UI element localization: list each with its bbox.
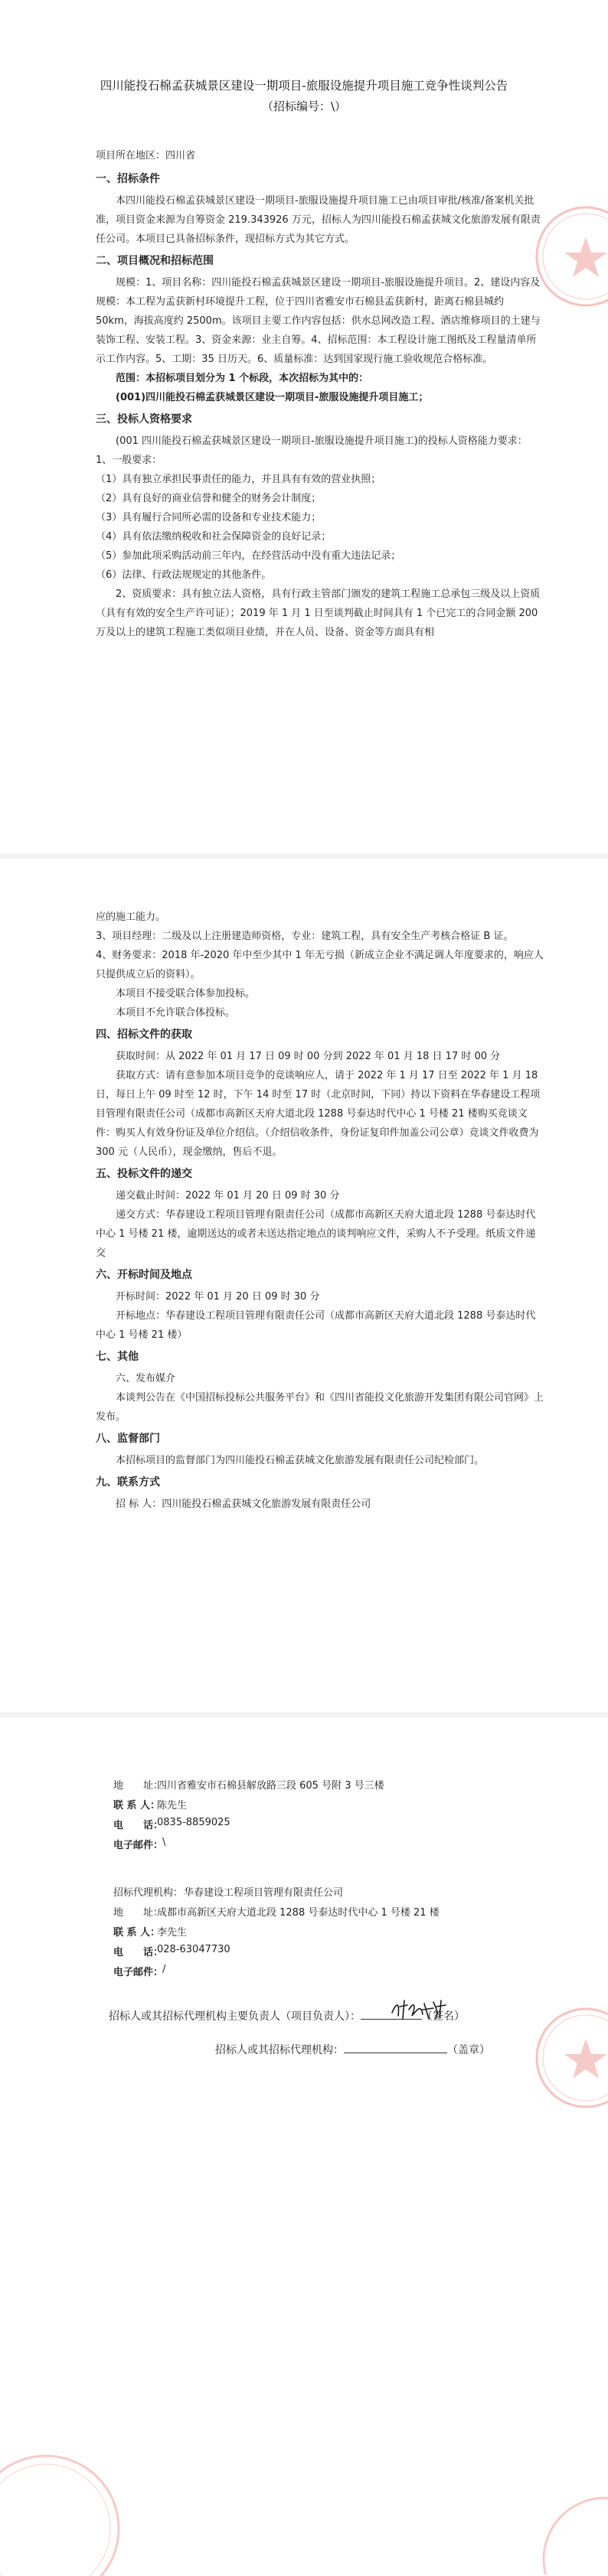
document-page-3 bbox=[0, 1717, 608, 2576]
section-heading-8: 八、监督部门 bbox=[96, 1433, 160, 1445]
section-3-qualification: 2、资质要求：具有独立法人资格，具有行政主管部门颁发的建筑工程施工总承包三级及以上资质（具有有效的安全生产许可证）；2019 年 1 月 1 日至谈判截止时间具有 1 个已完工的合同金额 200 万及以上的建筑工程施工类似项目业绩，并在人员、设备、资金等方面具有相 bbox=[96, 589, 541, 638]
section-2-scope: 范围：本招标项目划分为 1 个标段，本次招标为其中的： bbox=[116, 373, 369, 384]
agency-name-label: 招标代理机构： bbox=[113, 1887, 184, 1899]
agency-address-label: 地 址： bbox=[113, 1907, 164, 1919]
section-heading-2: 二、项目概况和招标范围 bbox=[96, 255, 214, 267]
section-3-item: （3）具有履行合同所必需的设备和专业技术能力； bbox=[96, 512, 322, 523]
section-4-time: 获取时间：从 2022 年 01 月 17 日 09 时 00 分到 2022 年 01 月 18 日 17 时 00 分 bbox=[116, 1051, 501, 1062]
section-heading-7: 七、其他 bbox=[96, 1351, 139, 1363]
signature-field bbox=[361, 2008, 422, 2020]
tenderer-phone-label: 电 话： bbox=[113, 1820, 164, 1831]
signature-label: 招标人或其招标代理机构主要负责人（项目负责人）： bbox=[109, 2010, 361, 2023]
agency-name: 华春建设工程项目管理有限责任公司 bbox=[184, 1887, 344, 1899]
agency-email: / bbox=[162, 1964, 166, 1975]
signature-suffix: （签名） bbox=[422, 2010, 465, 2023]
section-4-method: 获取方式：请有意参加本项目竞争的竞谈响应人，请于 2022 年 1 月 17 日至 2022 年 1 月 18 日，每日上午 09 时至 12 时，下午 14 时至 17 时（北京时间，下同）持以下资料在华春建设工程项目管理有限责任公司（成都市高新区天府大道北段 1288 号泰达时代中心 1 号楼 21 楼购买竞谈文件：购买人有效身份证及单位介绍信。（介绍信收条件，身份证复印件加盖公司公章）竞谈文件收费为 300 元（人民币），现金缴纳，售后不退。 bbox=[96, 1070, 541, 1158]
red-seal-stamp-icon bbox=[0, 2398, 168, 2576]
section-9-tenderer: 招 标 人：四川能投石棉孟获城文化旅游发展有限责任公司 bbox=[116, 1498, 371, 1510]
document-title: 四川能投石棉孟获城景区建设一期项目-旅服设施提升项目施工竞争性谈判公告 bbox=[100, 79, 508, 93]
tenderer-email: \ bbox=[162, 1837, 166, 1848]
section-1-text: 本四川能投石棉孟获城景区建设一期项目-旅服设施提升项目施工已由项目审批/核准/备案机关批准，项目资金来源为自筹资金 219.343926 万元，招标人为四川能投石棉孟获城文化旅游发展有限责任公司。本项目已具备招标条件，现招标方式为其它方式。 bbox=[96, 195, 541, 245]
tenderer-address: 四川省雅安市石棉县解放路三段 605 号附 3 号三楼 bbox=[157, 1780, 384, 1792]
red-seal-stamp-icon bbox=[528, 2000, 608, 2115]
section-3-item: （5）参加此项采购活动前三年内，在经营活动中没有重大违法记录； bbox=[96, 550, 401, 562]
section-heading-6: 六、开标时间及地点 bbox=[96, 1269, 192, 1281]
agency-contact-person: 李先生 bbox=[157, 1927, 188, 1939]
tenderer-email-label: 电子邮件： bbox=[113, 1840, 164, 1851]
section-5-method: 递交方式：华春建设工程项目管理有限责任公司（成都市高新区天府大道北段 1288 号泰达时代中心 1 号楼 21 楼，逾期送达的或者未送达指定地点的谈判响应文件，采购人不予受理。纸质文件递交 bbox=[96, 1209, 536, 1259]
section-3-finance: 4、财务要求：2018 年-2020 年中至少其中 1 年无亏损（新成立企业不满足调人年度要求的，响应人只提供成立后的资料）。 bbox=[96, 950, 544, 980]
agency-phone-label: 电 话： bbox=[113, 1947, 164, 1958]
tenderer-phone: 0835-8859025 bbox=[157, 1817, 230, 1828]
section-2-lot: (001)四川能投石棉孟获城景区建设一期项目-旅服设施提升项目施工； bbox=[116, 392, 429, 403]
section-3-manager: 3、项目经理：二级及以上注册建造师资格，专业：建筑工程，具有安全生产考核合格证 B 证。 bbox=[96, 931, 514, 942]
page1-body bbox=[96, 167, 544, 642]
agency-address: 成都市高新区天府大道北段 1288 号泰达时代中心 1 号楼 21 楼 bbox=[157, 1907, 440, 1919]
section-heading-9: 九、联系方式 bbox=[96, 1476, 160, 1489]
seal-suffix: （盖章） bbox=[447, 2044, 490, 2056]
section-7-media: 本谈判公告在《中国招标投标公共服务平台》和《四川省能投文化旅游开发集团有限公司官网》上发布。 bbox=[96, 1392, 544, 1423]
section-3-qualification-cont: 应的施工能力。 bbox=[96, 911, 166, 923]
tenderer-address-label: 地 址： bbox=[113, 1780, 164, 1792]
section-3-item: （4）具有依法缴纳税收和社会保障资金的良好记录； bbox=[96, 531, 332, 543]
section-8-text: 本招标项目的监督部门为四川能投石棉孟获城文化旅游发展有限责任公司纪检部门。 bbox=[116, 1455, 485, 1466]
section-heading-4: 四、招标文件的获取 bbox=[96, 1029, 192, 1041]
section-6-time: 开标时间：2022 年 01 月 20 日 09 时 30 分 bbox=[116, 1291, 320, 1303]
project-location: 项目所在地区：四川省 bbox=[96, 150, 196, 161]
section-3-item: （6）法律、行政法规规定的其他条件。 bbox=[96, 569, 272, 581]
tenderer-contact-person: 陈先生 bbox=[157, 1800, 188, 1811]
section-6-place: 开标地点：华春建设工程项目管理有限责任公司（成都市高新区天府大道北段 1288 号泰达时代中心 1 号楼 21 楼） bbox=[96, 1310, 536, 1341]
section-heading-5: 五、投标文件的递交 bbox=[96, 1168, 192, 1180]
section-5-deadline: 递交截止时间：2022 年 01 月 20 日 09 时 30 分 bbox=[116, 1190, 340, 1202]
section-3-intro: (001 四川能投石棉孟获城景区建设一期项目-旅服设施提升项目施工)的投标人资格能力要求：1、一般要求： bbox=[96, 435, 528, 466]
seal-field bbox=[344, 2042, 447, 2053]
tenderer-contact-label: 联 系 人： bbox=[113, 1800, 161, 1811]
document-page-1 bbox=[0, 0, 608, 853]
page2-body bbox=[96, 908, 544, 1514]
red-seal-stamp-icon bbox=[528, 2475, 608, 2574]
seal-label: 招标人或其招标代理机构： bbox=[215, 2044, 344, 2056]
agency-contact-label: 联 系 人： bbox=[113, 1927, 161, 1939]
section-2-scale: 规模：1、项目名称：四川能投石棉孟获城景区建设一期项目-旅服设施提升项目。2、建设内容及规模：本工程为孟获新村环境提升工程，位于四川省雅安市石棉县孟获新村，距离石棉县城约 50km，海拔高度约 2500m。该项目主要工作内容包括：供水总网改造工程、酒店维修项目的土建与装饰工程、安装工程。3、资金来源：业主自筹。4、招标范围：本工程设计施工图纸及工程量清单所示工作内容。5、工期：35 日历天。6、质量标准：达到国家现行施工验收规范合格标准。 bbox=[96, 277, 541, 365]
section-heading-3: 三、投标人资格要求 bbox=[96, 413, 192, 426]
signature-line-seal bbox=[215, 2042, 490, 2057]
section-3-item: （2）具有良好的商业信誉和健全的财务会计制度； bbox=[96, 493, 322, 504]
document-subtitle: （招标编号：\） bbox=[261, 99, 347, 113]
section-3-consortium-2: 本项目不允许联合体投标。 bbox=[116, 1007, 236, 1019]
agency-email-label: 电子邮件： bbox=[113, 1967, 164, 1978]
signature-line-responsible bbox=[109, 2008, 465, 2023]
section-7-subheading: 六、发布媒介 bbox=[116, 1373, 176, 1384]
document-page-2 bbox=[0, 859, 608, 1712]
section-heading-1: 一、招标条件 bbox=[96, 173, 160, 185]
agency-phone: 028-63047730 bbox=[157, 1944, 230, 1955]
section-3-consortium-1: 本项目不接受联合体参加投标。 bbox=[116, 988, 256, 999]
section-3-item: （1）具有独立承担民事责任的能力，并且具有有效的营业执照； bbox=[96, 474, 381, 485]
